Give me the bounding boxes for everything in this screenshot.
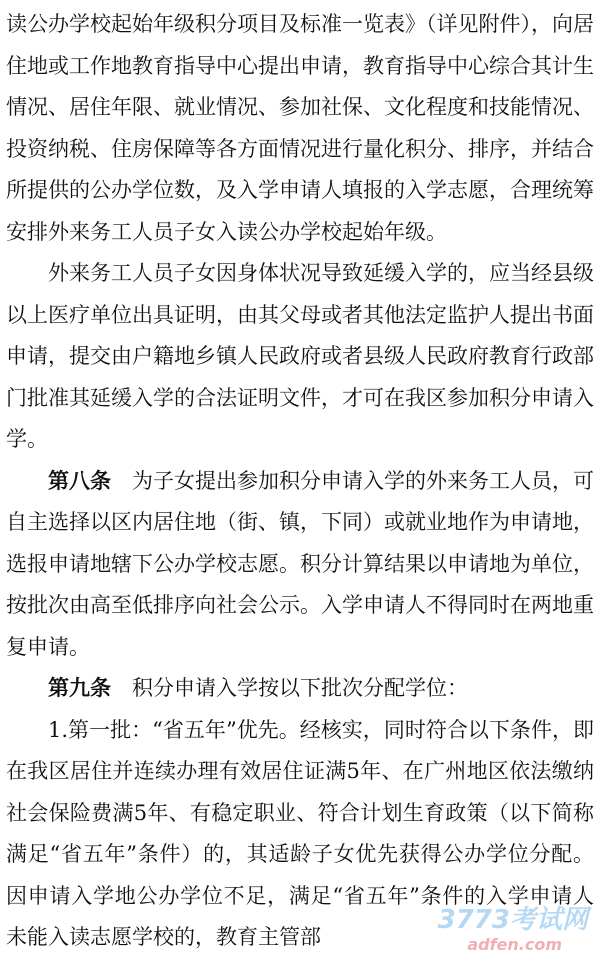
article-8-body: 为子女提出参加积分申请入学的外来务工人员，可自主选择以区内居住地（街、镇，下同）或就业地作为申请地，选报申请地辖下公办学校志愿。积分计算结果以申请地为单位，按批次由高至低排序向社会公示。入学申请人不得同时在两地重复申请。 xyxy=(6,468,594,659)
article-9 xyxy=(6,668,594,710)
watermark-brand: 3773考试网 xyxy=(437,905,588,935)
article-8 xyxy=(6,461,594,669)
article-8-heading: 第八条 xyxy=(48,468,111,493)
paragraph-first-batch: 1.第一批：“省五年”优先。经核实，同时符合以下条件，即在我区居住并连续办理有效居住证满5年、在广州地区依法缴纳社会保险费满5年、有稳定职业、符合计划生育政策（以下简称满足“省五年”条件）的，其适龄子女优先获得公办学位分配。因申请入学地公办学位不足，满足“省五年”条件的入学申请人未能入读志愿学校的，教育主管部 xyxy=(6,717,594,949)
paragraph-delayed-enrollment: 外来务工人员子女因身体状况导致延缓入学的，应当经县级以上医疗单位出具证明，由其父母或者其他法定监护人提出书面申请，提交由户籍地乡镇人民政府或者县级人民政府教育行政部门批准其延缓入学的合法证明文件，才可在我区参加积分申请入学。 xyxy=(6,261,594,451)
paragraph-application-procedure: 读公办学校起始年级积分项目及标准一览表》（详见附件），向居住地或工作地教育指导中心提出申请，教育指导中心综合其计生情况、居住年限、就业情况、参加社保、文化程度和技能情况、投资纳税、住房保障等各方面情况进行量化积分、排序，并结合所提供的公办学位数，及入学申请人填报的入学志愿，合理统筹安排外来务工人员子女入读公办学校起始年级。 xyxy=(6,12,594,244)
article-9-body: 积分申请入学按以下批次分配学位： xyxy=(111,676,468,700)
watermark-domain: adfen.com xyxy=(467,935,562,954)
article-9-heading: 第九条 xyxy=(48,676,111,700)
